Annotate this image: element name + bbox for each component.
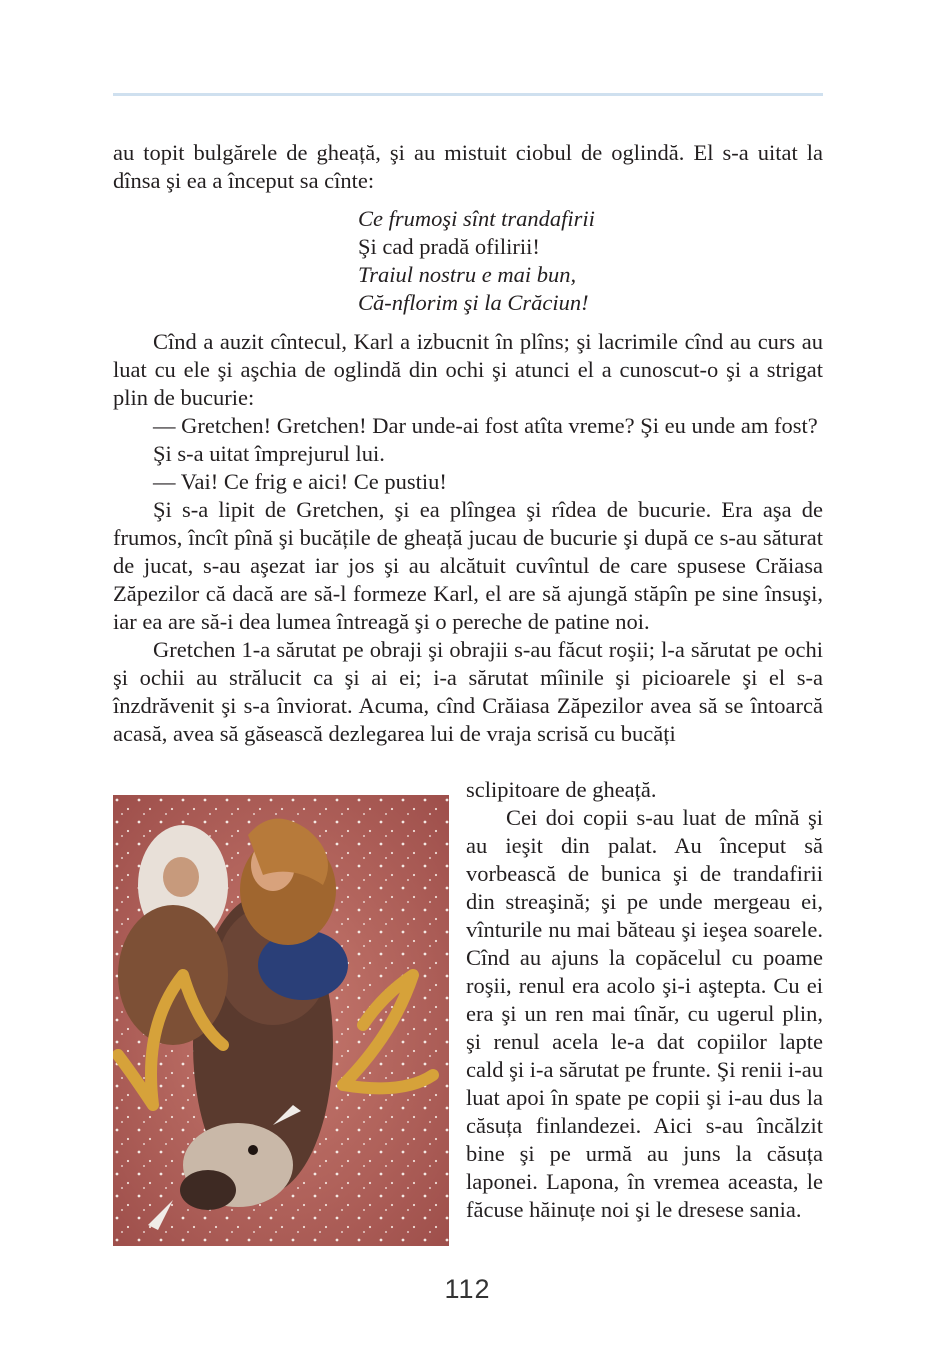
paragraph: Şi s-a lipit de Gretchen, şi ea plîngea şi rîdea de bucurie. Era aşa de frumos, încît pînă şi bucățile de gheață jucau de bucurie şi după ce s-au săturat de jucat, s-au aşezat iar jos şi au alcătuit cuvîntul de care spusese Crăiasa Zăpezilor că dacă are să-l formeze Karl, el are să ajungă stăpîn pe sine însuşi, iar ea are să-i dea lumea întreagă şi o pereche de patine noi. bbox=[113, 497, 823, 634]
poem-line: Şi cad pradă ofilirii! bbox=[358, 234, 540, 259]
paragraph: Cînd a auzit cîntecul, Karl a izbucnit în plîns; şi lacrimile cînd au curs au luat cu ele şi aşchia de oglindă din ochi şi atunci el a cunoscut-o şi a strigat plin de bucurie: bbox=[113, 329, 823, 410]
page-number: 112 bbox=[444, 1274, 491, 1304]
poem-line: Că-nflorim şi la Crăciun! bbox=[358, 290, 589, 315]
main-text bbox=[113, 328, 823, 748]
paragraph: Cei doi copii s-au luat de mînă şi au ieşit din palat. Au început să vorbească de bunica şi de trandafirii din streaşină; şi pe unde mergeau ei, vînturile nu mai băteau şi ieşea soarele. Cînd au ajuns la copăcelul cu poame roşii, renul era acolo şi-i aştepta. Cu ei era şi un ren mai tînăr, cu ugerul plin, şi renul acela le-a dat copiilor lapte cald şi i-a sărutat pe frunte. Şi renii i-au luat apoi în spate pe copii şi i-au dus la căsuța finlandezei. Aici s-au încălzit bine şi pe urmă au juns la căsuța laponei. Lapona, în vremea aceasta, le făcuse hăinuțe noi şi le dresese sania. bbox=[466, 805, 823, 1222]
dialogue-line: — Vai! Ce frig e aici! Ce pustiu! bbox=[153, 469, 447, 494]
dialogue-line: — Gretchen! Gretchen! Dar unde-ai fost atîta vreme? Şi eu unde am fost? bbox=[153, 413, 818, 438]
paragraph: au topit bulgărele de gheață, şi au mistuit ciobul de oglindă. El s-a uitat la dînsa şi ea a început sa cînte: bbox=[113, 140, 823, 193]
paragraph: Gretchen 1-a sărutat pe obraji şi obrajii s-au făcut roşii; l-a sărutat pe ochi şi ochii au strălucit ca şi ai ei; i-a sărutat mîinile şi picioarele şi el s-a înzdrăvenit şi s-a înviorat. Acuma, cînd Crăiasa Zăpezilor avea să se întoarcă acasă, avea să găsească dezlegarea lui de vraja scrisă cu bucăți bbox=[113, 637, 823, 746]
paragraph: Şi s-a uitat împrejurul lui. bbox=[153, 441, 385, 466]
paragraph-continued bbox=[113, 139, 823, 195]
poem-line: Ce frumoşi sînt trandafirii bbox=[358, 206, 595, 231]
column-text bbox=[466, 776, 823, 1224]
illustration-reindeer-children bbox=[113, 795, 449, 1246]
poem-stanza bbox=[358, 205, 828, 317]
poem-line: Traiul nostru e mai bun, bbox=[358, 262, 577, 287]
header-rule bbox=[113, 93, 823, 96]
paragraph-end: sclipitoare de gheață. bbox=[466, 777, 657, 802]
